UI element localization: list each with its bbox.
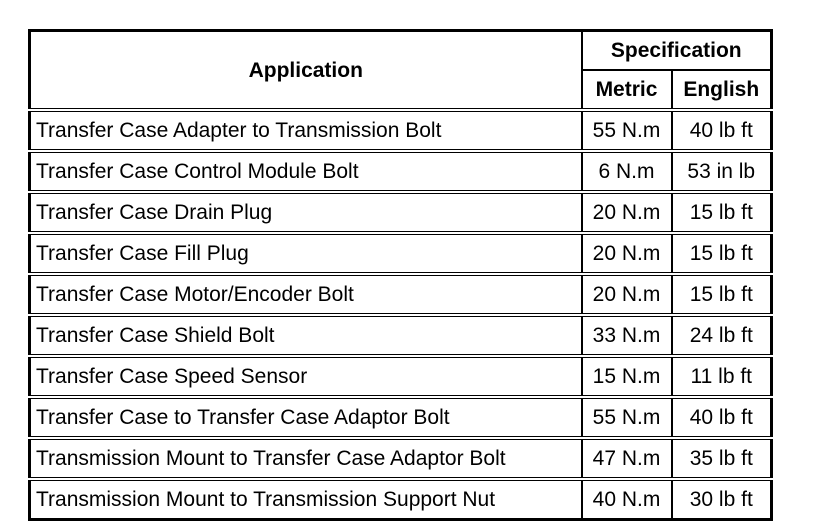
table-row: [30, 479, 772, 520]
english-cell: 40 lb ft: [672, 397, 772, 438]
metric-column-header: Metric: [582, 70, 672, 110]
english-cell: 15 lb ft: [672, 274, 772, 315]
application-cell: Transfer Case Motor/Encoder Bolt: [30, 274, 582, 315]
application-cell: Transfer Case Drain Plug: [30, 192, 582, 233]
metric-cell: 47 N.m: [582, 438, 672, 479]
table-row: [30, 233, 772, 274]
english-cell: 30 lb ft: [672, 479, 772, 520]
specification-column-header: Specification: [582, 31, 772, 71]
metric-cell: 33 N.m: [582, 315, 672, 356]
header-row-top: [30, 31, 772, 71]
english-cell: 53 in lb: [672, 151, 772, 192]
english-column-header: English: [672, 70, 772, 110]
metric-cell: 20 N.m: [582, 274, 672, 315]
english-cell: 11 lb ft: [672, 356, 772, 397]
table-row: [30, 192, 772, 233]
metric-cell: 40 N.m: [582, 479, 672, 520]
specification-rows: [30, 110, 772, 520]
application-column-header: Application: [30, 31, 582, 111]
table-row: [30, 274, 772, 315]
table-row: [30, 356, 772, 397]
english-cell: 15 lb ft: [672, 233, 772, 274]
metric-cell: 20 N.m: [582, 192, 672, 233]
table-row: [30, 315, 772, 356]
english-cell: 15 lb ft: [672, 192, 772, 233]
table-row: [30, 110, 772, 151]
application-cell: Transfer Case Speed Sensor: [30, 356, 582, 397]
metric-cell: 55 N.m: [582, 397, 672, 438]
table-row: [30, 397, 772, 438]
metric-cell: 15 N.m: [582, 356, 672, 397]
application-cell: Transfer Case Adapter to Transmission Bolt: [30, 110, 582, 151]
metric-cell: 6 N.m: [582, 151, 672, 192]
english-cell: 35 lb ft: [672, 438, 772, 479]
metric-cell: 55 N.m: [582, 110, 672, 151]
english-cell: 24 lb ft: [672, 315, 772, 356]
fastener-specification-table: [28, 29, 773, 521]
table-row: [30, 438, 772, 479]
application-cell: Transfer Case Control Module Bolt: [30, 151, 582, 192]
english-cell: 40 lb ft: [672, 110, 772, 151]
application-cell: Transfer Case Fill Plug: [30, 233, 582, 274]
application-cell: Transmission Mount to Transmission Support Nut: [30, 479, 582, 520]
metric-cell: 20 N.m: [582, 233, 672, 274]
application-cell: Transfer Case Shield Bolt: [30, 315, 582, 356]
application-cell: Transfer Case to Transfer Case Adaptor Bolt: [30, 397, 582, 438]
application-cell: Transmission Mount to Transfer Case Adaptor Bolt: [30, 438, 582, 479]
table-row: [30, 151, 772, 192]
